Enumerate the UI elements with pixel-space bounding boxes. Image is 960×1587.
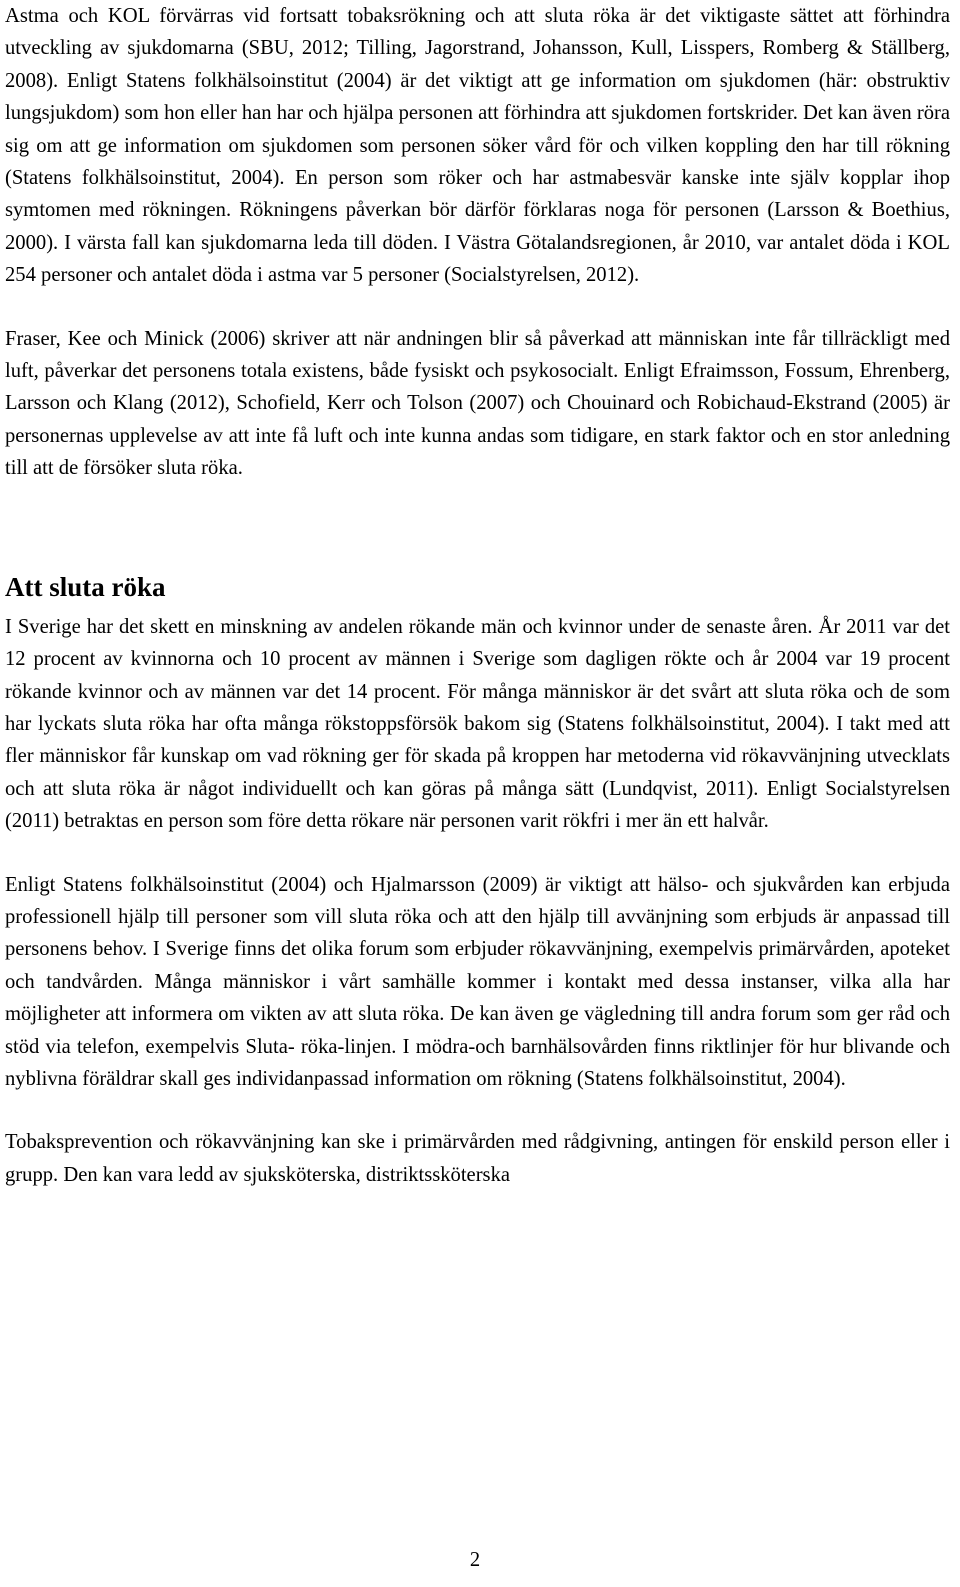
document-page bbox=[5, 0, 950, 1191]
page-number: 2 bbox=[469, 1549, 481, 1571]
body-paragraph-2: Fraser, Kee och Minick (2006) skriver att när andningen blir så påverkad att människan inte får tillräckligt med luft, påverkar det personens totala existens, både fysiskt och psykosocialt. Enligt Efraimsson, Fossum, Ehrenberg, Larsson och Klang (2012), Schofield, Kerr och Tolson (2007) och Chouinard och Robichaud-Ekstrand (2005) är personernas upplevelse av att inte få luft och inte kunna andas som tidigare, en stark faktor och en stor anledning till att de försöker sluta röka. bbox=[5, 327, 950, 480]
section-heading: Att sluta röka bbox=[5, 571, 166, 602]
body-paragraph-1: Astma och KOL förvärras vid fortsatt tobaksrökning och att sluta röka är det viktigaste sättet att förhindra utveckling av sjukdomarna (SBU, 2012; Tilling, Jagorstrand, Johansson, Kull, Lisspers, Romberg & Ställberg, 2008). Enligt Statens folkhälsoinstitut (2004) är det viktigt att ge information om sjukdomen (här: obstruktiv lungsjukdom) som hon eller han har och hjälpa personen att förhindra att sjukdomen fortskrider. Det kan även röra sig om att ge information om sjukdomen som personen söker vård för och vilken koppling den har till rökning (Statens folkhälsoinstitut, 2004). En person som röker och har astmabesvär kanske inte själv kopplar ihop symtomen med rökningen. Rökningens påverkan bör därför förklaras noga för personen (Larsson & Boethius, 2000). I värsta fall kan sjukdomarna leda till döden. I Västra Götalandsregionen, år 2010, var antalet döda i KOL 254 personer och antalet döda i astma var 5 personer (Socialstyrelsen, 2012). bbox=[5, 5, 950, 287]
section-paragraph-1: I Sverige har det skett en minskning av andelen rökande män och kvinnor under de senaste åren. År 2011 var det 12 procent av kvinnorna och 10 procent av männen i Sverige som dagligen rökte och år 2004 var 19 procent rökande kvinnor och av männen var det 14 procent. För många människor är det svårt att sluta röka och de som har lyckats sluta röka har ofta många rökstoppsförsök bakom sig (Statens folkhälsoinstitut, 2004). I takt med att fler människor får kunskap om vad rökning ger för skada på kroppen har metoderna vid rökavvänjning utvecklats och att sluta röka är något individuellt och kan göras på många sätt (Lundqvist, 2011). Enligt Socialstyrelsen (2011) betraktas en person som före detta rökare när personen varit rökfri i mer än ett halvår. bbox=[5, 615, 950, 833]
section-paragraph-2: Enligt Statens folkhälsoinstitut (2004) och Hjalmarsson (2009) är viktigt att hälso- och sjukvården kan erbjuda professionell hjälp till personer som vill sluta röka och att den hjälp till avvänjning som erbjuds är anpassad till personens behov. I Sverige finns det olika forum som erbjuder rökavvänjning, exempelvis primärvården, apoteket och tandvården. Många människor i vårt samhälle kommer i kontakt med dessa instanser, vilka alla har möjligheter att informera om vikten av att sluta röka. De kan även ge vägledning till andra forum som ger råd och stöd via telefon, exempelvis Sluta- röka-linjen. I mödra-och barnhälsovården finns riktlinjer för hur blivande och nyblivna föräldrar skall ges individanpassad information om rökning (Statens folkhälsoinstitut, 2004). bbox=[5, 873, 950, 1090]
section-paragraph-3: Tobaksprevention och rökavvänjning kan ske i primärvården med rådgivning, antingen för enskild person eller i grupp. Den kan vara ledd av sjuksköterska, distriktssköterska bbox=[5, 1131, 950, 1186]
